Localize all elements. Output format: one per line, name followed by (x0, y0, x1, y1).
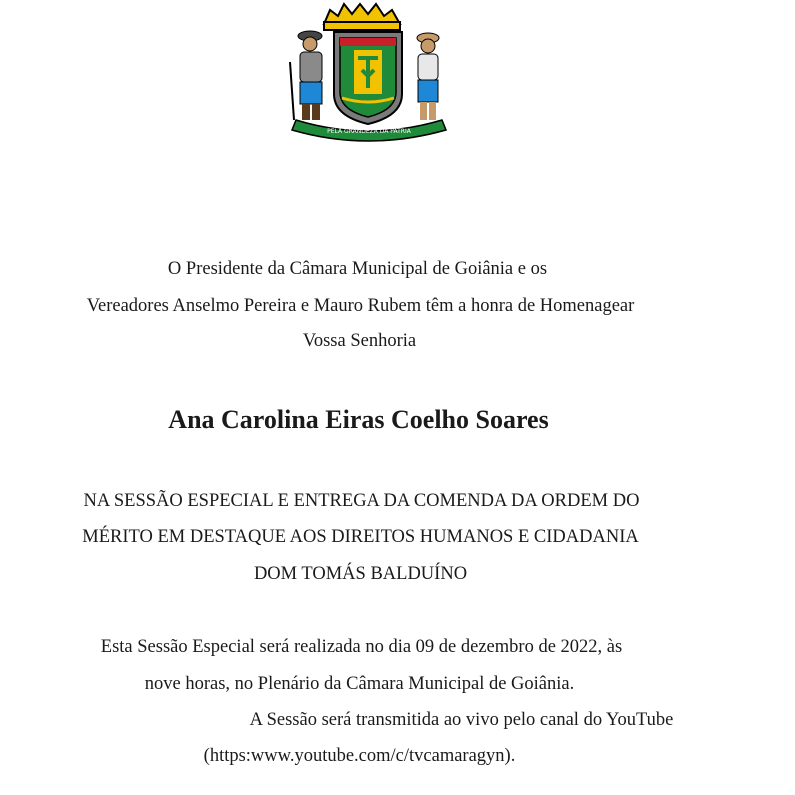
event-line-3: DOM TOMÁS BALDUÍNO (253, 564, 468, 584)
crown-icon (324, 4, 400, 30)
coat-of-arms-logo (282, 2, 456, 142)
shield-icon (334, 32, 402, 124)
youtube-channel-link: (https:www.youtube.com/c/tvcamaragyn). (203, 746, 516, 766)
details-line-2: nove horas, no Plenário da Câmara Municipal de Goiânia. (144, 674, 575, 694)
details-line-3: A Sessão será transmitida ao vivo pelo canal do YouTube (249, 710, 674, 730)
event-line-2: MÉRITO EM DESTAQUE AOS DIREITOS HUMANOS E CIDADANIA (82, 527, 639, 547)
worker-figure-icon (417, 33, 439, 120)
bandeirante-figure-icon (290, 31, 322, 120)
event-line-1: NA SESSÃO ESPECIAL E ENTREGA DA COMENDA DA ORDEM DO (83, 491, 640, 511)
intro-line-2: Vereadores Anselmo Pereira e Mauro Rubem têm a honra de Homenagear (86, 296, 635, 316)
motto-text: PELA GRANDEZA DA PÁTRIA (327, 128, 411, 135)
honoree-name: Ana Carolina Eiras Coelho Soares (168, 405, 549, 434)
intro-line-1: O Presidente da Câmara Municipal de Goiânia e os (167, 259, 548, 279)
intro-line-3: Vossa Senhoria (302, 331, 417, 351)
details-line-1: Esta Sessão Especial será realizada no dia 09 de dezembro de 2022, às (100, 637, 623, 657)
